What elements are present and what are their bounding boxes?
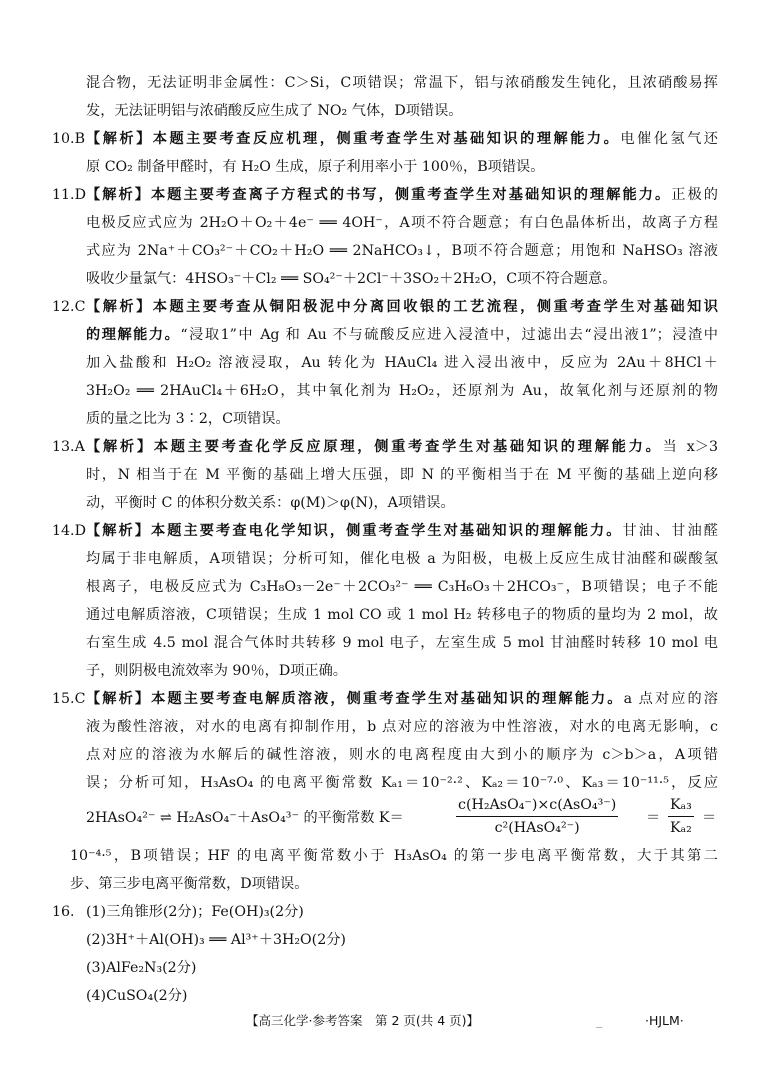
text-line — [86, 433, 718, 461]
analysis-tail: 电催化氢气还 — [620, 131, 718, 147]
text-line: 原 CO₂ 制备甲醛时，有 H₂O 生成，原子利用率小于 100％，B项错误。 — [86, 159, 545, 175]
text-line: (1)三角锥形(2分)；Fe(OH)₃(2分) — [86, 904, 304, 920]
text-line: 式应为 2Na⁺＋CO₃²⁻＋CO₂＋H₂O ══ 2NaHCO₃↓，B项不符合题意；用饱和 NaHSO₃ 溶液 — [86, 243, 718, 259]
fraction-denominator: c²(HAsO₄²⁻) — [494, 820, 580, 836]
analysis-tail: a 点对应的溶 — [623, 691, 718, 707]
analysis-head: 【解析】本题主要考查化学反应原理，侧重考查学生对基础知识的理解能力。 — [86, 439, 663, 455]
text-line — [86, 517, 718, 545]
fraction-denominator: Kₐ₂ — [670, 820, 692, 836]
text-line: (4)CuSO₄(2分) — [86, 988, 188, 1004]
text-line — [86, 685, 718, 713]
equals-sign: ＝ — [702, 810, 717, 826]
page-footer — [0, 1009, 764, 1033]
equilibrium-constant-formula — [86, 794, 718, 842]
text-line: 时，N 相当于在 M 平衡的基础上增大压强，即 N 的平衡相当于在 M 平衡的基础上逆向移 — [86, 467, 718, 483]
question-number: 10.B — [52, 131, 85, 147]
text-line: 液为酸性溶液，对水的电离有抑制作用，b 点对应的溶液为中性溶液，对水的电离无影响，c — [86, 719, 718, 735]
text-line: 质的量之比为 3∶2，C项错误。 — [86, 411, 290, 427]
analysis-tail: “浸取1”中 Ag 和 Au 不与硫酸反应进入浸渣中，过滤出去“浸出液1”；浸渣中 — [180, 327, 718, 343]
analysis-tail: 甘油、甘油醛 — [622, 523, 718, 539]
equals-sign: ＝ — [646, 810, 661, 826]
fraction-numerator: Kₐ₃ — [668, 794, 694, 817]
fraction-numerator: c(H₂AsO₄⁻)×c(AsO₄³⁻) — [456, 794, 618, 817]
concentration-fraction — [456, 794, 618, 839]
analysis-tail: 正极的 — [671, 187, 718, 203]
text-line: 混合物，无法证明非金属性：C＞Si，C项错误；常温下，铝与浓硝酸发生钝化，且浓硝酸易挥 — [86, 75, 718, 91]
question-number: 12.C — [52, 299, 86, 315]
text-line: (2)3H⁺＋Al(OH)₃ ══ Al³⁺＋3H₂O(2分) — [86, 932, 346, 948]
question-number: 16. — [52, 904, 75, 920]
question-number: 15.C — [52, 691, 86, 707]
text-line: 通过电解质溶液，C项错误；生成 1 mol CO 或 1 mol H₂ 转移电子的物质的量均为 2 mol，故 — [86, 607, 718, 623]
text-line: 10⁻⁴·⁵，B项错误；HF 的电离平衡常数小于 H₃AsO₄ 的第一步电离平衡常数，大于其第二 — [70, 848, 718, 864]
text-line: 吸收少量氯气：4HSO₃⁻＋Cl₂ ══ SO₄²⁻＋2Cl⁻＋3SO₂＋2H₂O，C项不符合题意。 — [86, 271, 617, 287]
footer-title: 【高三化学·参考答案 第 2 页(共 4 页)】 — [246, 1013, 480, 1028]
text-line: 根离子，电极反应式为 C₃H₈O₃－2e⁻＋2CO₃²⁻ ══ C₃H₆O₃＋2HCO₃⁻，B项错误；电子不能 — [86, 579, 718, 595]
text-line: 子，则阴极电流效率为 90％，D项正确。 — [86, 663, 347, 679]
text-line: 点对应的溶液为水解后的碱性溶液，则水的电离程度由大到小的顺序为 c＞b＞a，A项错 — [86, 747, 718, 763]
analysis-head: 【解析】本题主要考查电解质溶液，侧重考查学生对基础知识的理解能力。 — [86, 691, 624, 707]
analysis-tail: 当 x＞3 — [662, 439, 718, 455]
text-line: 误；分析可知，H₃AsO₄ 的电离平衡常数 Kₐ₁＝10⁻²·²、Kₐ₂＝10⁻⁷·⁰、Kₐ₃＝10⁻¹¹·⁵，反应 — [86, 775, 718, 791]
text-line: 均属于非电解质，A项错误；分析可知，催化电极 a 为阳极，电极上反应生成甘油醛和碳酸氢 — [86, 551, 718, 567]
text-line: 3H₂O₂ ══ 2HAuCl₄＋6H₂O，其中氧化剂为 H₂O₂，还原剂为 Au，故氧化剂与还原剂的物 — [86, 383, 718, 399]
text-line: 右室生成 4.5 mol 混合气体时共转移 9 mol 电子，左室生成 5 mol 甘油醛时转移 10 mol 电 — [86, 635, 718, 651]
text-line: 步、第三步电离平衡常数，D项错误。 — [70, 876, 309, 892]
analysis-head: 【解析】本题主要考查离子方程式的书写，侧重考查学生对基础知识的理解能力。 — [86, 187, 672, 203]
ka-ratio-fraction — [668, 794, 694, 839]
text-line: 发，无法证明铝与浓硝酸反应生成了 NO₂ 气体，D项错误。 — [86, 103, 463, 119]
analysis-head: 的理解能力。 — [86, 327, 181, 343]
question-number: 14.D — [52, 523, 86, 539]
text-line — [86, 321, 718, 349]
question-number: 13.A — [52, 439, 85, 455]
text-line: 加入盐酸和 H₂O₂ 溶液浸取，Au 转化为 HAuCl₄ 进入浸出液中，反应为 2Au＋8HCl＋ — [86, 355, 718, 371]
formula-left-side: 2HAsO₄²⁻ ⇌ H₂AsO₄⁻＋AsO₄³⁻ 的平衡常数 K＝ — [86, 810, 404, 826]
text-line: 电极反应式应为 2H₂O＋O₂＋4e⁻ ══ 4OH⁻，A项不符合题意；有白色晶体析出，故离子方程 — [86, 215, 718, 231]
text-line: 【解析】本题主要考查从铜阳极泥中分离回收银的工艺流程，侧重考查学生对基础知识 — [86, 299, 718, 315]
question-number: 11.D — [52, 187, 86, 203]
text-line: 动，平衡时 C 的体积分数关系：φ(M)＞φ(N)，A项错误。 — [86, 495, 455, 511]
footer-code: ·HJLM· — [645, 1013, 684, 1028]
text-line — [86, 181, 718, 209]
analysis-head: 【解析】本题主要考查电化学知识，侧重考查学生对基础知识的理解能力。 — [86, 523, 623, 539]
text-line: (3)AlFe₂N₃(2分) — [86, 960, 197, 976]
text-line — [86, 125, 718, 153]
analysis-head: 【解析】本题主要考查反应机理，侧重考查学生对基础知识的理解能力。 — [86, 131, 621, 147]
footer-mark: _ — [596, 1013, 603, 1028]
